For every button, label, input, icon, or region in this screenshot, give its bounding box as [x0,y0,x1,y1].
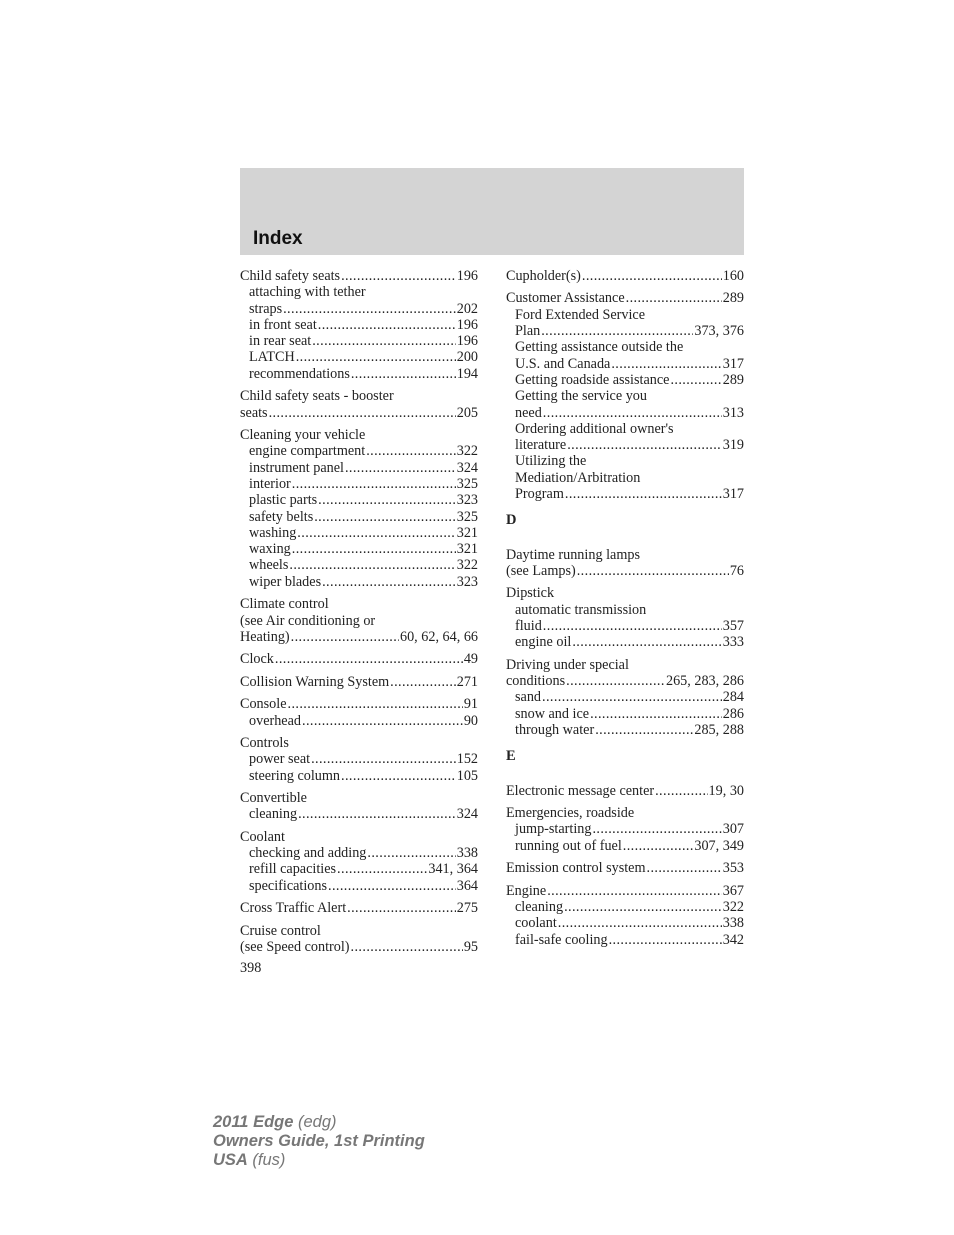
dot-leader [541,323,693,339]
dot-leader [322,574,456,590]
index-entry [506,547,744,580]
dot-leader [611,356,721,372]
entry-text: Child safety seats [240,268,341,284]
page-reference: 353 [722,860,744,877]
dot-leader [367,845,455,861]
index-term [240,939,478,955]
index-term [240,696,478,712]
entry-text: checking and adding [249,845,367,862]
dot-leader [609,932,722,948]
index-entry [240,790,478,823]
entry-text: Emission control system [506,860,646,877]
entry-text: safety belts [249,508,314,525]
entry-text: Cleaning your vehicle [240,427,366,444]
page-reference: 196 [456,268,478,284]
page-reference: 324 [456,806,478,823]
dot-leader [366,443,456,459]
index-subentry [506,421,744,437]
index-subentry [506,307,744,323]
page-reference: 289 [722,290,744,307]
entry-text: Emergencies, roadside [506,805,635,822]
dot-leader [296,349,456,365]
dot-leader [543,405,722,421]
entry-text: steering column [249,767,341,784]
entry-text: (see Lamps) [506,562,576,579]
entry-text: specifications [249,877,328,894]
page-reference: 60, 62, 64, 66 [399,628,478,645]
index-subentry [240,460,478,476]
entry-text: Getting roadside assistance [515,371,670,388]
index-subentry [506,706,744,722]
page-reference: 19, 30 [708,782,744,799]
entry-text: fail-safe cooling [515,931,608,948]
page-reference: 322 [722,898,744,915]
entry-text: waxing [249,541,291,558]
page-title: Index [253,228,303,249]
page-reference: 205 [456,404,478,421]
page-reference: 194 [456,365,478,382]
entry-text: coolant [515,915,557,932]
dot-leader [302,713,463,729]
entry-text: Customer Assistance [506,290,625,307]
page-reference: 289 [722,371,744,388]
dot-leader [337,861,427,877]
page-reference: 321 [456,541,478,558]
page-reference: 265, 283, 286 [665,673,744,690]
index-subentry [506,388,744,404]
entry-text: Electronic message center [506,782,655,799]
dot-leader [289,557,455,573]
page-reference: 323 [456,573,478,590]
entry-text: jump-starting [515,821,592,838]
entry-text: Getting assistance outside the [515,339,684,356]
dot-leader [626,290,722,306]
entry-text: overhead [249,712,301,729]
index-subentry [240,751,478,767]
index-column-left [240,268,478,962]
index-subentry [506,634,744,650]
entry-text: Heating) [240,628,290,645]
entry-text: (see Air conditioning or [240,612,376,629]
dot-leader [341,268,456,284]
page-reference: 317 [722,486,744,503]
index-term [506,585,744,601]
index-subentry [240,557,478,573]
index-subentry [240,476,478,492]
index-term [240,674,478,690]
index-entry [506,268,744,284]
index-subentry [240,525,478,541]
index-entry [240,674,478,690]
footer-guide: Owners Guide, 1st Printing [213,1132,425,1150]
entry-text: sand [515,689,542,706]
index-entry [506,883,744,948]
section-letter: D [506,512,517,529]
index-entry [240,829,478,894]
dot-leader [291,629,399,645]
index-entry [240,596,478,645]
index-entry [240,900,478,916]
footer [213,1113,425,1170]
entry-text: Dipstick [506,585,555,602]
dot-leader [288,696,463,712]
index-subentry [240,509,478,525]
dot-leader [347,900,456,916]
dot-leader [351,366,456,382]
entry-text: interior [249,475,291,492]
entry-text: Child safety seats - booster [240,388,394,405]
index-subentry [240,768,478,784]
entry-text: in front seat [249,316,317,333]
dot-leader [623,838,694,854]
index-entry [240,696,478,729]
entry-text: Ordering additional owner's [515,420,674,437]
entry-text: Mediation/Arbitration [515,469,641,486]
entry-text: Cross Traffic Alert [240,900,347,917]
dot-leader [314,509,456,525]
dot-leader [328,878,456,894]
index-subentry [240,301,478,317]
index-subentry [240,845,478,861]
dot-leader [318,317,456,333]
index-term [240,735,478,751]
index-term [240,629,478,645]
index-subentry [240,443,478,459]
index-entry [506,585,744,650]
index-term [240,405,478,421]
index-term [240,388,478,404]
dot-leader [292,541,456,557]
index-term [506,883,744,899]
dot-leader [292,476,456,492]
page-reference: 325 [456,475,478,492]
entry-text: Program [515,486,564,503]
entry-text: attaching with tether [249,284,366,301]
index-subentry [240,541,478,557]
index-entry [240,923,478,956]
entry-text: Ford Extended Service [515,306,646,323]
index-entry [240,651,478,667]
index-subentry [240,366,478,382]
page-reference: 324 [456,459,478,476]
entry-text: washing [249,524,297,541]
entry-text: (see Speed control) [240,939,350,956]
index-subentry [506,602,744,618]
dot-leader [275,651,463,667]
page-reference: 341, 364 [428,861,478,878]
entry-text: Cruise control [240,922,321,939]
index-subentry [240,574,478,590]
index-term [240,829,478,845]
entry-text: Console [240,696,287,713]
footer-region-code: (fus) [247,1151,286,1169]
entry-text: seats [240,404,268,421]
index-term [240,651,478,667]
entry-text: in rear seat [249,333,312,350]
page-reference: 322 [456,443,478,460]
entry-text: Engine [506,882,547,899]
index-subentry [506,372,744,388]
page-reference: 333 [722,634,744,651]
index-subentry [506,323,744,339]
dot-leader [572,634,721,650]
entry-text: U.S. and Canada [515,355,611,372]
index-entry [506,657,744,738]
index-subentry [240,806,478,822]
index-term [506,268,744,284]
dot-leader [565,486,722,502]
entry-text: power seat [249,751,311,768]
page-reference: 338 [722,915,744,932]
dot-leader [312,333,455,349]
index-term [506,657,744,673]
footer-model: 2011 Edge [213,1113,294,1131]
entry-text: Collision Warning System [240,673,390,690]
page-reference: 313 [722,404,744,421]
dot-leader [341,768,456,784]
entry-text: Coolant [240,828,285,845]
index-subentry [506,356,744,372]
index-term [240,900,478,916]
entry-text: plastic parts [249,492,318,509]
page-reference: 319 [722,437,744,454]
dot-leader [592,821,721,837]
index-subentry [240,492,478,508]
page-reference: 196 [456,333,478,350]
dot-leader [655,783,707,799]
dot-leader [595,722,693,738]
page-reference: 367 [722,882,744,899]
index-subentry [240,349,478,365]
index-term [506,673,744,689]
index-column-right [506,268,744,954]
dot-leader [590,706,722,722]
index-entry [506,783,744,799]
dot-leader [543,618,722,634]
dot-leader [297,525,455,541]
page-reference: 357 [722,618,744,635]
entry-text: Convertible [240,790,307,807]
entry-text: cleaning [515,898,564,915]
dot-leader [670,372,721,388]
entry-text: Climate control [240,596,329,613]
dot-leader [542,689,722,705]
page-reference: 321 [456,524,478,541]
index-term [506,805,744,821]
index-subentry [240,284,478,300]
entry-text: LATCH [249,349,295,366]
dot-leader [566,673,665,689]
entry-text: Getting the service you [515,388,647,405]
page-reference: 152 [456,751,478,768]
entry-text: through water [515,721,595,738]
entry-text: engine oil [515,634,572,651]
index-subentry [506,486,744,502]
page-reference: 49 [463,651,478,668]
dot-leader [558,915,722,931]
page-reference: 196 [456,316,478,333]
page-reference: 275 [456,900,478,917]
index-subentry [506,915,744,931]
index-subentry [506,689,744,705]
dot-leader [283,301,456,317]
index-entry [240,388,478,421]
index-term [506,783,744,799]
entry-text: Cupholder(s) [506,268,581,284]
footer-model-code: (edg) [293,1113,337,1131]
dot-leader [318,492,456,508]
index-term [240,790,478,806]
index-subentry [506,618,744,634]
index-subentry [240,317,478,333]
dot-leader [547,883,722,899]
entry-text: instrument panel [249,459,344,476]
entry-text: literature [515,437,567,454]
entry-text: Controls [240,735,289,752]
index-term [240,613,478,629]
page-reference: 284 [722,689,744,706]
page-reference: 91 [463,696,478,713]
page-reference: 90 [463,712,478,729]
entry-text: recommendations [249,365,350,382]
page-reference: 364 [456,877,478,894]
page-reference: 105 [456,767,478,784]
index-subentry [240,713,478,729]
entry-text: automatic transmission [515,601,647,618]
entry-text: need [515,404,542,421]
index-entry [506,805,744,854]
index-subentry [506,470,744,486]
section-letter: E [506,748,516,765]
dot-leader [269,405,456,421]
page-reference: 95 [463,939,478,956]
page-reference: 322 [456,557,478,574]
page-reference: 286 [722,705,744,722]
index-subentry [506,821,744,837]
entry-text: Daytime running lamps [506,546,640,563]
index-subentry [240,861,478,877]
page-reference: 200 [456,349,478,366]
page-reference: 202 [456,300,478,317]
entry-text: wheels [249,557,289,574]
index-term [506,290,744,306]
index-term [240,596,478,612]
dot-leader [582,268,722,284]
index-term [506,563,744,579]
entry-text: Driving under special [506,656,629,673]
dot-leader [351,939,463,955]
index-header-band [240,168,744,255]
dot-leader [567,437,722,453]
index-subentry [506,405,744,421]
index-term [506,547,744,563]
dot-leader [298,806,456,822]
index-subentry [506,838,744,854]
entry-text: running out of fuel [515,837,622,854]
index-subentry [506,899,744,915]
page-reference: 307, 349 [694,837,744,854]
index-entry [506,290,744,502]
entry-text: snow and ice [515,705,590,722]
index-term [240,923,478,939]
index-subentry [506,722,744,738]
index-entry [506,860,744,876]
page-number: 398 [240,960,262,976]
entry-text: Utilizing the [515,453,587,470]
page-reference: 285, 288 [694,721,744,738]
index-subentry [506,932,744,948]
page-reference: 323 [456,492,478,509]
entry-text: Plan [515,323,541,340]
index-term [506,860,744,876]
index-term [240,268,478,284]
entry-text: wiper blades [249,573,322,590]
page-reference: 325 [456,508,478,525]
dot-leader [345,460,456,476]
page-reference: 342 [722,931,744,948]
entry-text: engine compartment [249,443,366,460]
entry-text: cleaning [249,806,298,823]
entry-text: straps [249,300,283,317]
page-reference: 307 [722,821,744,838]
page-reference: 271 [456,673,478,690]
page-reference: 76 [729,562,744,579]
dot-leader [311,751,456,767]
page-reference: 338 [456,845,478,862]
index-subentry [506,339,744,355]
index-term [240,427,478,443]
index-subentry [240,333,478,349]
index-subentry [506,437,744,453]
index-entry [240,268,478,382]
page-reference: 317 [722,355,744,372]
entry-text: conditions [506,673,566,690]
index-subentry [506,453,744,469]
entry-text: Clock [240,651,274,668]
dot-leader [577,563,729,579]
footer-region: USA [213,1151,248,1169]
entry-text: refill capacities [249,861,337,878]
dot-leader [564,899,722,915]
page-reference: 373, 376 [694,323,744,340]
entry-text: fluid [515,618,542,635]
dot-leader [647,860,722,876]
index-subentry [240,878,478,894]
dot-leader [390,674,456,690]
index-entry [240,427,478,590]
index-entry [240,735,478,784]
page-reference: 160 [722,268,744,284]
